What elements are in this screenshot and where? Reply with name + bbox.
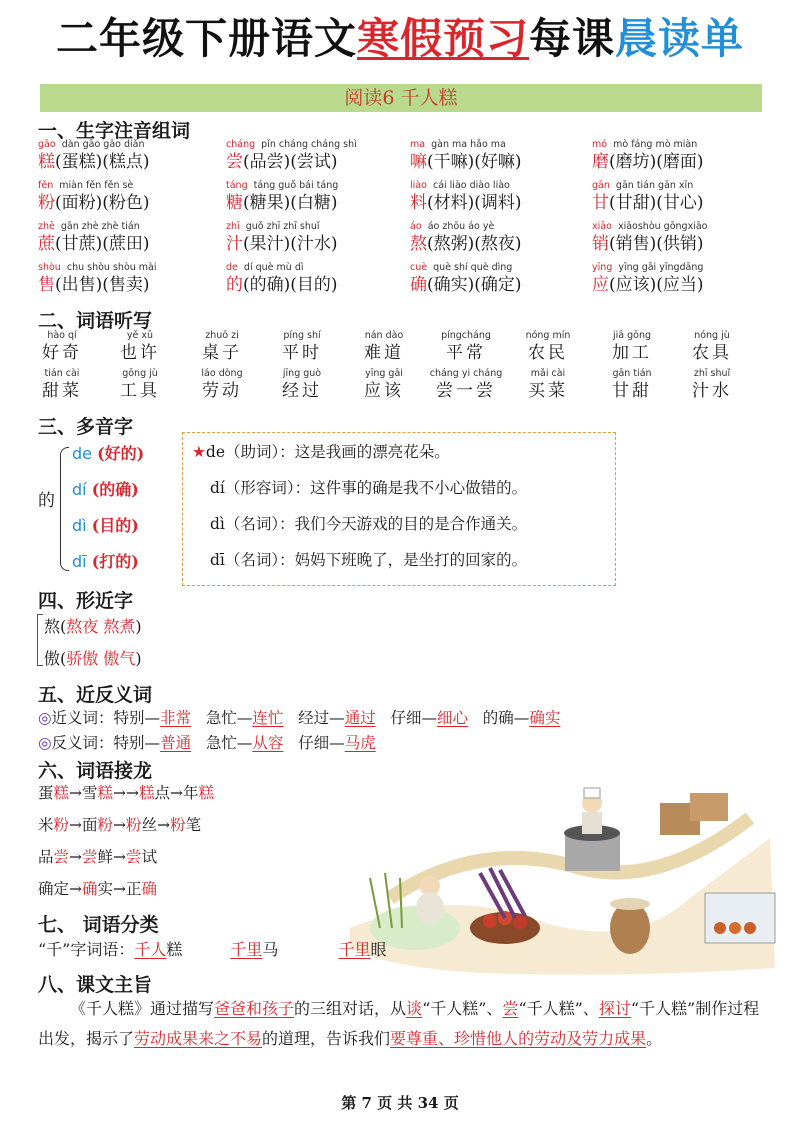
word-text: 难道 bbox=[364, 343, 404, 363]
pinyin-line bbox=[226, 180, 406, 192]
polyphone-bracket bbox=[60, 447, 69, 571]
word: 傲气 bbox=[103, 649, 136, 668]
lesson-banner: 阅读6 千人糕 bbox=[40, 84, 762, 112]
words-pinyin: yīng gāi yīngdāng bbox=[618, 262, 704, 273]
target-char: 糕 bbox=[38, 152, 55, 172]
section-5-heading: 五、近反义词 bbox=[38, 684, 153, 706]
word-pinyin: tián cài bbox=[44, 368, 80, 379]
example-words: (出售)(售卖) bbox=[55, 275, 150, 295]
pinyin: dī bbox=[72, 552, 87, 571]
word-text: 工具 bbox=[120, 381, 160, 401]
words-pinyin: pǐn cháng cháng shì bbox=[261, 139, 357, 150]
word-pinyin: yīng gāi bbox=[365, 368, 403, 379]
text: “千人糕”制作过程出发，揭示了 bbox=[38, 999, 760, 1048]
char-pinyin: mó bbox=[592, 139, 608, 150]
char-entry bbox=[226, 262, 406, 296]
chain-row bbox=[38, 781, 214, 803]
key-phrase: 的劳动及劳力成果 bbox=[518, 1029, 647, 1048]
target-char: 粉 bbox=[38, 193, 55, 213]
char-pinyin: cuè bbox=[410, 262, 428, 273]
char-pinyin: áo bbox=[410, 221, 422, 232]
chain-segment: → bbox=[113, 816, 127, 834]
char: 傲 bbox=[44, 649, 61, 668]
example-sentence bbox=[210, 512, 527, 534]
chain-segment: 尝 bbox=[126, 848, 142, 866]
word-text: 也许 bbox=[120, 343, 160, 363]
word-pinyin: zhuō zi bbox=[205, 330, 239, 341]
char-entry bbox=[410, 180, 590, 214]
polyphone-item bbox=[72, 513, 139, 536]
word-pinyin: píng shí bbox=[283, 330, 321, 341]
qian-words-row bbox=[38, 937, 386, 960]
target-char: 确 bbox=[410, 275, 427, 295]
char-pinyin: de bbox=[226, 262, 238, 273]
example-word: (目的) bbox=[91, 516, 139, 535]
words-pinyin: táng guǒ bái táng bbox=[253, 180, 339, 191]
char-entry bbox=[38, 262, 218, 296]
char-entry bbox=[38, 139, 218, 173]
word: 熬煮 bbox=[103, 617, 136, 636]
words-pinyin: què shí què dìng bbox=[433, 262, 513, 273]
title-part-4: 晨读单 bbox=[615, 14, 745, 63]
char-line bbox=[592, 274, 772, 296]
word-text: 劳动 bbox=[202, 381, 242, 401]
word-prefix: 千人 bbox=[134, 940, 167, 959]
example-word: (的确) bbox=[91, 480, 139, 499]
polyphone-char: 的 bbox=[38, 491, 55, 511]
word-text: 汁水 bbox=[692, 381, 732, 401]
words-pinyin: cái liào diào liào bbox=[432, 180, 510, 191]
word-prefix: 千里 bbox=[230, 940, 263, 959]
main-idea-paragraph bbox=[38, 994, 762, 1054]
bakery-illustration bbox=[330, 778, 780, 978]
section-4-heading: 四、形近字 bbox=[38, 590, 134, 612]
pinyin-line bbox=[410, 221, 590, 233]
pair-right: 连忙 bbox=[252, 709, 284, 727]
chain-segment: 鲜→ bbox=[97, 848, 127, 866]
section-6-heading: 六、词语接龙 bbox=[38, 760, 153, 782]
char-entry bbox=[592, 139, 772, 173]
title-part-3: 每课 bbox=[529, 14, 616, 63]
char-line bbox=[226, 151, 406, 173]
dictation-word bbox=[672, 330, 752, 364]
char-line bbox=[592, 233, 772, 255]
text: “千人糕”、 bbox=[518, 999, 599, 1018]
target-char: 尝 bbox=[226, 152, 243, 172]
dictation-word bbox=[182, 330, 262, 364]
dictation-word bbox=[672, 368, 752, 402]
example-word: (好的) bbox=[97, 444, 145, 463]
polyphone-item bbox=[72, 549, 139, 572]
chain-segment: 糕 bbox=[198, 784, 215, 802]
example-sentence bbox=[210, 476, 527, 498]
word-suffix: 糕 bbox=[166, 940, 183, 959]
char-line bbox=[38, 192, 218, 214]
example-word: (打的) bbox=[91, 552, 139, 571]
example-words: (熬粥)(熬夜) bbox=[427, 234, 522, 254]
char-pinyin: gān bbox=[592, 180, 610, 191]
chain-segment: 确 bbox=[141, 880, 158, 898]
pinyin: de bbox=[72, 444, 92, 463]
target-char: 销 bbox=[592, 234, 609, 254]
pair-left: 仔细— bbox=[298, 734, 345, 752]
dictation-word bbox=[592, 330, 672, 364]
dictation-word bbox=[592, 368, 672, 402]
word-suffix: 马 bbox=[262, 940, 279, 959]
word-suffix: 眼 bbox=[370, 940, 387, 959]
word-pinyin: hào qí bbox=[47, 330, 77, 341]
chain-segment: →→ bbox=[113, 784, 140, 802]
chain-segment: 确 bbox=[82, 880, 98, 898]
example-words: (糖果)(白糖) bbox=[243, 193, 338, 213]
example-words: (果汁)(汁水) bbox=[243, 234, 338, 254]
pair-right: 细心 bbox=[437, 709, 469, 727]
words-pinyin: dí què mù dì bbox=[243, 262, 304, 273]
word: 熬夜 bbox=[66, 617, 99, 636]
word: 骄傲 bbox=[66, 649, 99, 668]
char-line bbox=[38, 151, 218, 173]
chain-segment: 尝 bbox=[82, 848, 98, 866]
char-line bbox=[226, 233, 406, 255]
word-pinyin: píngcháng bbox=[441, 330, 491, 341]
pinyin-line bbox=[410, 139, 590, 151]
synonyms-row bbox=[38, 706, 560, 728]
section-7-heading: 七、 词语分类 bbox=[38, 914, 159, 936]
word-prefix: 千里 bbox=[338, 940, 371, 959]
pair-right: 确实 bbox=[529, 709, 561, 727]
polyphone-item bbox=[72, 441, 144, 464]
char-pinyin: gāo bbox=[38, 139, 56, 150]
char-entry bbox=[592, 262, 772, 296]
pinyin-line bbox=[38, 262, 218, 274]
example-text: ：我们今天游戏的目的是合作通关。 bbox=[279, 515, 528, 533]
pinyin: dì bbox=[72, 516, 87, 535]
chain-segment: 糕 bbox=[97, 784, 114, 802]
pinyin-line bbox=[226, 221, 406, 233]
pinyin-line bbox=[592, 180, 772, 192]
target-char: 嘛 bbox=[410, 152, 427, 172]
pinyin-line bbox=[592, 221, 772, 233]
word-pinyin: nóng mín bbox=[525, 330, 571, 341]
chain-segment: 糕 bbox=[53, 784, 70, 802]
chain-segment: 粉 bbox=[170, 816, 186, 834]
dictation-word bbox=[262, 330, 342, 364]
text: 。 bbox=[646, 1029, 663, 1048]
char-entry bbox=[38, 180, 218, 214]
dictation-word bbox=[22, 330, 102, 364]
words-pinyin: guǒ zhī zhī shuǐ bbox=[245, 221, 320, 232]
words-pinyin: chu shòu shòu mài bbox=[66, 262, 157, 273]
word-pinyin: mǎi cài bbox=[530, 368, 566, 379]
pair-left: 特别— bbox=[113, 709, 161, 727]
pinyin-line bbox=[226, 139, 406, 151]
word-pinyin: yě xǔ bbox=[126, 330, 154, 341]
title-part-1: 二年级下册语文 bbox=[55, 14, 357, 63]
text: 《千人糕》通过描写 bbox=[70, 999, 215, 1018]
pinyin: dí bbox=[72, 480, 87, 499]
example-pos: dì（名词） bbox=[210, 515, 280, 533]
char-entry bbox=[226, 180, 406, 214]
pair-left: 急忙— bbox=[205, 709, 253, 727]
text: 的三组对话，从 bbox=[294, 999, 407, 1018]
words-pinyin: áo zhōu áo yè bbox=[427, 221, 495, 232]
word-pinyin: nán dào bbox=[364, 330, 404, 341]
chain-row bbox=[38, 813, 201, 835]
dictation-word bbox=[100, 330, 180, 364]
target-char: 料 bbox=[410, 193, 427, 213]
pair-right: 普通 bbox=[160, 734, 192, 752]
char-pinyin: zhī bbox=[226, 221, 240, 232]
dictation-word bbox=[100, 368, 180, 402]
pair-right: 马虎 bbox=[344, 734, 376, 752]
dictation-word bbox=[344, 368, 424, 402]
dictation-word bbox=[426, 330, 506, 364]
dictation-word bbox=[262, 368, 342, 402]
pair-left: 特别— bbox=[113, 734, 161, 752]
chain-segment: →面 bbox=[69, 816, 98, 834]
key-phrase: 探讨 bbox=[598, 999, 631, 1018]
chain-segment: 品 bbox=[38, 848, 54, 866]
word-text: 平时 bbox=[282, 343, 322, 363]
char-pinyin: zhè bbox=[38, 221, 55, 232]
pinyin-line bbox=[226, 262, 406, 274]
key-phrase: 爸爸和孩子 bbox=[214, 999, 295, 1018]
key-phrase: 尝 bbox=[502, 999, 519, 1018]
text: 的道理，告诉我们 bbox=[262, 1029, 391, 1048]
dictation-word bbox=[22, 368, 102, 402]
chain-segment: 粉 bbox=[126, 816, 142, 834]
example-words: (面粉)(粉色) bbox=[55, 193, 150, 213]
page-title bbox=[0, 6, 800, 66]
words-pinyin: gàn ma hǎo ma bbox=[431, 139, 506, 150]
words-pinyin: gān tián gān xīn bbox=[615, 180, 694, 191]
chain-segment: 确定→ bbox=[38, 880, 82, 898]
example-words: (确实)(确定) bbox=[427, 275, 522, 295]
example-text: ：妈妈下班晚了，是坐打的回家的。 bbox=[279, 551, 528, 569]
char-line bbox=[410, 151, 590, 173]
word-text: 好奇 bbox=[42, 343, 82, 363]
char-entry bbox=[592, 221, 772, 255]
example-words: (品尝)(尝试) bbox=[243, 152, 338, 172]
char-pinyin: táng bbox=[226, 180, 248, 191]
dictation-word bbox=[344, 330, 424, 364]
key-phrase: 要尊重、珍惜他人 bbox=[390, 1029, 519, 1048]
example-sentence bbox=[192, 440, 450, 462]
similar-char-bracket bbox=[37, 614, 43, 666]
chain-segment: 丝→ bbox=[141, 816, 171, 834]
pair-left: 急忙— bbox=[205, 734, 253, 752]
pair-left: 仔细— bbox=[390, 709, 437, 727]
target-char: 的 bbox=[226, 275, 243, 295]
chain-segment: 糕 bbox=[139, 784, 155, 802]
example-words: (磨坊)(磨面) bbox=[609, 152, 704, 172]
char-pinyin: shòu bbox=[38, 262, 61, 273]
chain-segment: → bbox=[69, 848, 83, 866]
section-1-heading: 一、生字注音组词 bbox=[38, 120, 191, 142]
char-pinyin: cháng bbox=[226, 139, 256, 150]
char-line bbox=[38, 233, 218, 255]
word-text: 买菜 bbox=[528, 381, 568, 401]
dictation-word bbox=[508, 368, 588, 402]
pair-left: 经过— bbox=[298, 709, 345, 727]
dictation-word bbox=[182, 368, 262, 402]
char-line bbox=[226, 192, 406, 214]
chain-segment: 尝 bbox=[53, 848, 70, 866]
words-pinyin: dàn gāo gāo diǎn bbox=[61, 139, 145, 150]
word-text: 平常 bbox=[446, 343, 486, 363]
char: 熬 bbox=[44, 617, 61, 636]
char-entry bbox=[226, 139, 406, 173]
char-entry bbox=[592, 180, 772, 214]
example-words: (的确)(目的) bbox=[243, 275, 338, 295]
chain-segment: 粉 bbox=[53, 816, 70, 834]
polyphone-item bbox=[72, 477, 139, 500]
char-pinyin: fěn bbox=[38, 180, 54, 191]
word-text: 应该 bbox=[364, 381, 404, 401]
circle-icon: ◎ bbox=[38, 734, 52, 752]
text: “千人糕”、 bbox=[422, 999, 503, 1018]
target-char: 汁 bbox=[226, 234, 243, 254]
word-text: 加工 bbox=[612, 343, 652, 363]
chain-segment: 米 bbox=[38, 816, 54, 834]
example-sentence bbox=[210, 548, 527, 570]
pair-right: 通过 bbox=[344, 709, 376, 727]
char-entry bbox=[38, 221, 218, 255]
section-2-heading: 二、词语听写 bbox=[38, 310, 153, 332]
pinyin-line bbox=[38, 180, 218, 192]
word-text: 桌子 bbox=[202, 343, 242, 363]
key-phrase: 谈 bbox=[406, 999, 423, 1018]
char-line bbox=[226, 274, 406, 296]
char-line bbox=[410, 233, 590, 255]
word-pinyin: láo dòng bbox=[201, 368, 243, 379]
circle-icon: ◎ bbox=[38, 709, 52, 727]
example-pos: dí（形容词） bbox=[210, 479, 295, 497]
dictation-word bbox=[508, 330, 588, 364]
example-text: ：这是我画的漂亮花朵。 bbox=[279, 443, 450, 461]
chain-row bbox=[38, 877, 157, 899]
words-pinyin: xiāoshòu gōngxiāo bbox=[617, 221, 708, 232]
category-label: “千”字词语： bbox=[38, 940, 135, 959]
chain-segment: 粉 bbox=[97, 816, 114, 834]
title-part-2: 寒假预习 bbox=[356, 14, 529, 63]
star-icon: ★ bbox=[192, 443, 206, 461]
word-text: 尝一尝 bbox=[436, 381, 496, 401]
char-entry bbox=[410, 262, 590, 296]
word-text: 经过 bbox=[282, 381, 322, 401]
target-char: 磨 bbox=[592, 152, 609, 172]
target-char: 糖 bbox=[226, 193, 243, 213]
words-pinyin: mò fáng mò miàn bbox=[613, 139, 698, 150]
char-line bbox=[410, 274, 590, 296]
example-pos: dī（名词） bbox=[210, 551, 280, 569]
word-pinyin: nóng jù bbox=[694, 330, 730, 341]
chain-segment: 试 bbox=[141, 848, 158, 866]
pinyin-line bbox=[38, 139, 218, 151]
word-pinyin: gōng jù bbox=[122, 368, 158, 379]
words-pinyin: miàn fěn fěn sè bbox=[59, 180, 134, 191]
word-pinyin: jiā gōng bbox=[612, 330, 651, 341]
char-line bbox=[410, 192, 590, 214]
similar-char-row: 熬(熬夜 熬煮) bbox=[44, 617, 142, 636]
char-pinyin: yīng bbox=[592, 262, 613, 273]
chain-segment: 点→年 bbox=[154, 784, 199, 802]
example-pos: de（助词） bbox=[205, 443, 280, 461]
example-words: (甘蔗)(蔗田) bbox=[55, 234, 150, 254]
chain-segment: 实→正 bbox=[97, 880, 142, 898]
example-words: (材料)(调料) bbox=[427, 193, 522, 213]
pair-left: 的确— bbox=[482, 709, 530, 727]
pinyin-line bbox=[592, 139, 772, 151]
char-line bbox=[38, 274, 218, 296]
example-text: ：这件事的确是我不小心做错的。 bbox=[294, 479, 528, 497]
pair-right: 从容 bbox=[252, 734, 284, 752]
section-8-heading: 八、课文主旨 bbox=[38, 974, 153, 996]
pinyin-line bbox=[410, 180, 590, 192]
char-pinyin: liào bbox=[410, 180, 427, 191]
section-3-heading: 三、多音字 bbox=[38, 416, 134, 438]
word-pinyin: cháng yi cháng bbox=[429, 368, 503, 379]
example-words: (甘甜)(甘心) bbox=[609, 193, 704, 213]
word-pinyin: jīng guò bbox=[282, 368, 322, 379]
similar-char-row: 傲(骄傲 傲气) bbox=[44, 649, 142, 668]
target-char: 应 bbox=[592, 275, 609, 295]
word-text: 农民 bbox=[528, 343, 568, 363]
chain-segment: 蛋 bbox=[38, 784, 54, 802]
chain-segment: 笔 bbox=[185, 816, 202, 834]
example-words: (应该)(应当) bbox=[609, 275, 704, 295]
char-pinyin: xiāo bbox=[592, 221, 612, 232]
antonym-label: 反义词： bbox=[51, 734, 114, 752]
example-words: (蛋糕)(糕点) bbox=[55, 152, 150, 172]
target-char: 熬 bbox=[410, 234, 427, 254]
word-text: 甘甜 bbox=[612, 381, 652, 401]
char-pinyin: ma bbox=[410, 139, 426, 150]
page-footer: 第 7 页 共 34 页 bbox=[341, 1094, 459, 1112]
pinyin-line bbox=[592, 262, 772, 274]
key-phrase: 劳动成果来之不易 bbox=[134, 1029, 263, 1048]
pair-right: 非常 bbox=[160, 709, 192, 727]
char-line bbox=[592, 192, 772, 214]
dictation-word bbox=[426, 368, 506, 402]
antonyms-row bbox=[38, 731, 376, 753]
synonym-label: 近义词： bbox=[51, 709, 114, 727]
char-entry bbox=[226, 221, 406, 255]
example-words: (销售)(供销) bbox=[609, 234, 704, 254]
example-words: (干嘛)(好嘛) bbox=[427, 152, 522, 172]
word-pinyin: gān tián bbox=[612, 368, 652, 379]
words-pinyin: gān zhè zhè tián bbox=[60, 221, 140, 232]
chain-row bbox=[38, 845, 157, 867]
char-entry bbox=[410, 139, 590, 173]
char-line bbox=[592, 151, 772, 173]
target-char: 蔗 bbox=[38, 234, 55, 254]
pinyin-line bbox=[38, 221, 218, 233]
target-char: 甘 bbox=[592, 193, 609, 213]
word-pinyin: zhī shuǐ bbox=[693, 368, 731, 379]
word-text: 农具 bbox=[692, 343, 732, 363]
chain-segment: →雪 bbox=[69, 784, 98, 802]
target-char: 售 bbox=[38, 275, 55, 295]
char-entry bbox=[410, 221, 590, 255]
word-text: 甜菜 bbox=[42, 381, 82, 401]
pinyin-line bbox=[410, 262, 590, 274]
